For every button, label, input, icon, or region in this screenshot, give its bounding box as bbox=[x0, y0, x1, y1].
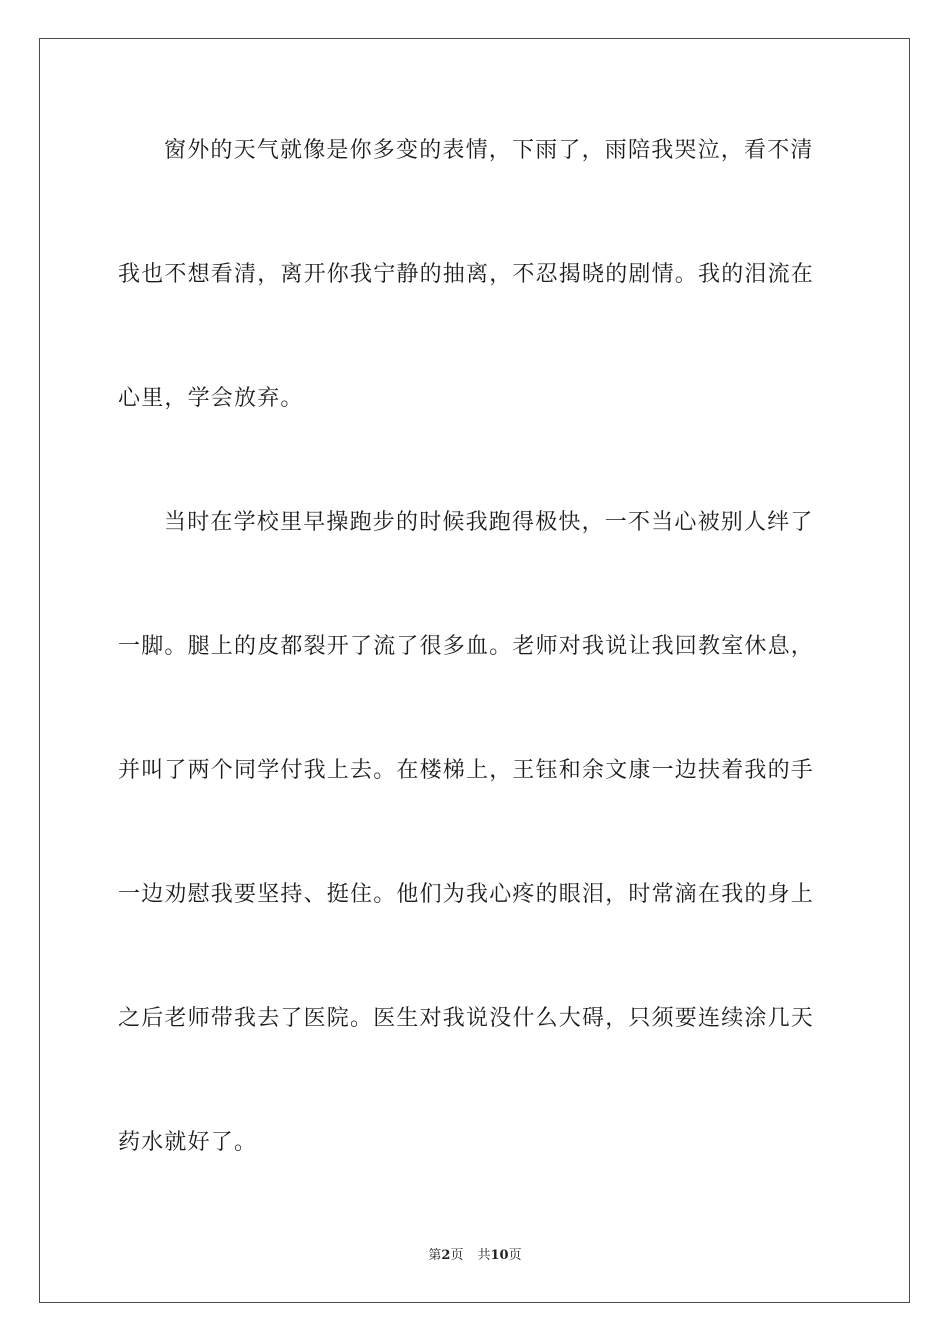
page-prefix: 第 bbox=[428, 1248, 442, 1263]
text-line: 并叫了两个同学付我上去。在楼梯上，王钰和余文康一边扶着我的手 bbox=[118, 758, 815, 783]
page-border bbox=[39, 38, 910, 1303]
page-number: 2 bbox=[441, 1248, 451, 1263]
text-line: 一脚。腿上的皮都裂开了流了很多血。老师对我说让我回教室休息， bbox=[118, 634, 815, 659]
page-suffix: 页 bbox=[450, 1248, 464, 1263]
text-line: 一边劝慰我要坚持、挺住。他们为我心疼的眼泪，时常滴在我的身上 bbox=[118, 882, 815, 907]
total-prefix: 共 bbox=[477, 1248, 491, 1263]
text-line: 窗外的天气就像是你多变的表情，下雨了，雨陪我哭泣，看不清 bbox=[164, 138, 814, 163]
text-line: 心里，学会放弃。 bbox=[118, 386, 304, 411]
total-suffix: 页 bbox=[508, 1248, 522, 1263]
text-line: 药水就好了。 bbox=[118, 1130, 258, 1155]
text-line: 我也不想看清，离开你我宁静的抽离，不忍揭晓的剧情。我的泪流在 bbox=[118, 262, 815, 287]
text-line: 之后老师带我去了医院。医生对我说没什么大碍，只须要连续涂几天 bbox=[118, 1006, 815, 1031]
page-footer bbox=[0, 1246, 950, 1266]
text-line: 当时在学校里早操跑步的时候我跑得极快，一不当心被别人绊了 bbox=[164, 510, 814, 535]
total-pages: 10 bbox=[490, 1248, 509, 1263]
